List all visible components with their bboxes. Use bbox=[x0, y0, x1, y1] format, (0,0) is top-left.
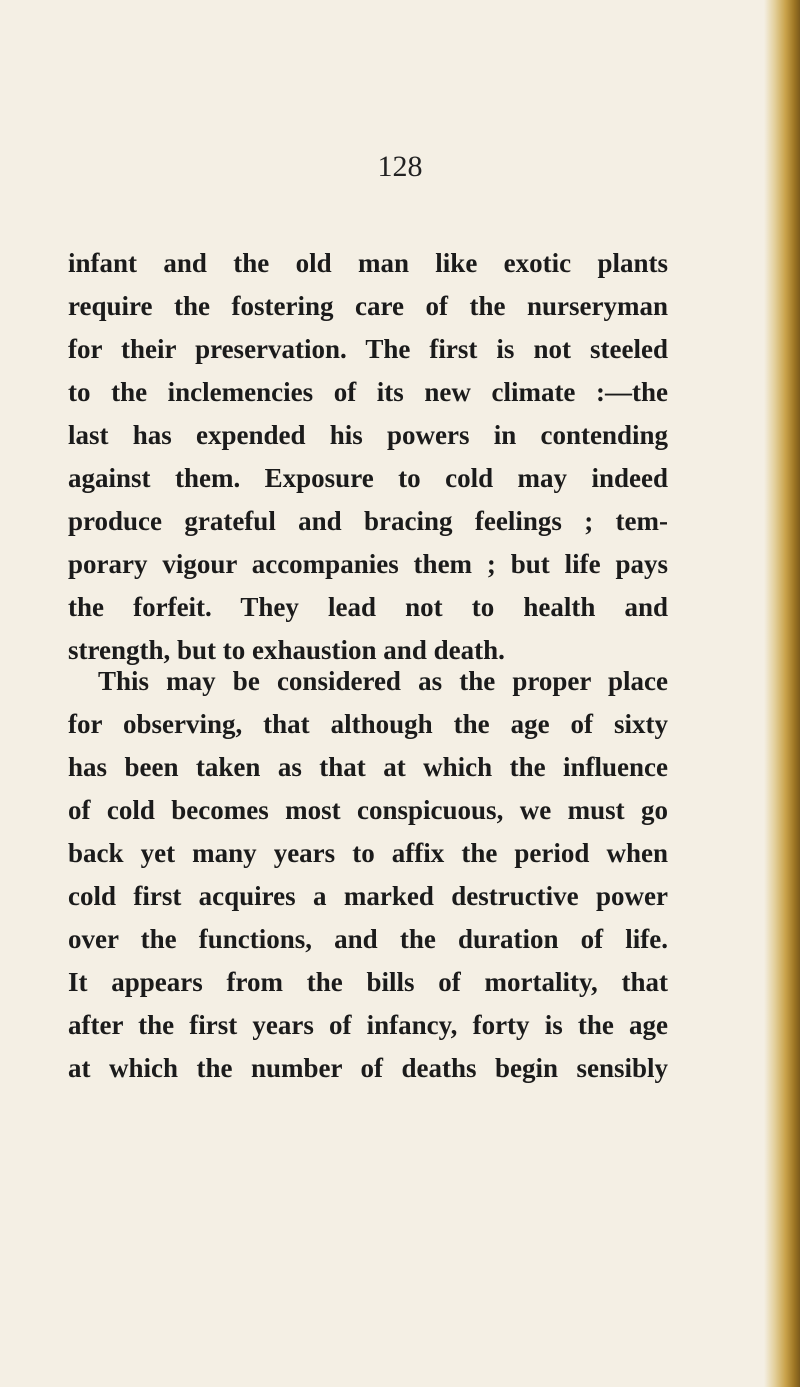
text-line: porary vigour accompanies them ; but life pays bbox=[68, 549, 668, 579]
text-line: over the functions, and the duration of life. bbox=[68, 924, 668, 954]
text-line: It appears from the bills of mortality, that bbox=[68, 967, 668, 997]
text-line: cold first acquires a marked destructive power bbox=[68, 881, 668, 911]
text-line: the forfeit. They lead not to health and bbox=[68, 592, 668, 622]
paragraph-2 bbox=[68, 660, 668, 1090]
text-line: strength, but to exhaustion and death. bbox=[68, 635, 505, 665]
text-line: of cold becomes most conspicuous, we must go bbox=[68, 795, 668, 825]
text-line: for their preservation. The first is not steeled bbox=[68, 334, 668, 364]
text-line: to the inclemencies of its new climate :—the bbox=[68, 377, 668, 407]
text-line: produce grateful and bracing feelings ; tem- bbox=[68, 506, 668, 536]
page-edge bbox=[764, 0, 800, 1387]
text-line: back yet many years to affix the period when bbox=[68, 838, 668, 868]
text-line: after the first years of infancy, forty is the age bbox=[68, 1010, 668, 1040]
text-line: last has expended his powers in contending bbox=[68, 420, 668, 450]
text-line: at which the number of deaths begin sensibly bbox=[68, 1053, 668, 1083]
text-line: has been taken as that at which the influence bbox=[68, 752, 668, 782]
text-line: infant and the old man like exotic plants bbox=[68, 248, 668, 278]
paragraph-1 bbox=[68, 242, 668, 672]
page-number: 128 bbox=[377, 150, 423, 183]
text-line: This may be considered as the proper place bbox=[98, 666, 668, 696]
text-line: require the fostering care of the nurseryman bbox=[68, 291, 668, 321]
text-line: for observing, that although the age of sixty bbox=[68, 709, 668, 739]
text-line: against them. Exposure to cold may indeed bbox=[68, 463, 668, 493]
